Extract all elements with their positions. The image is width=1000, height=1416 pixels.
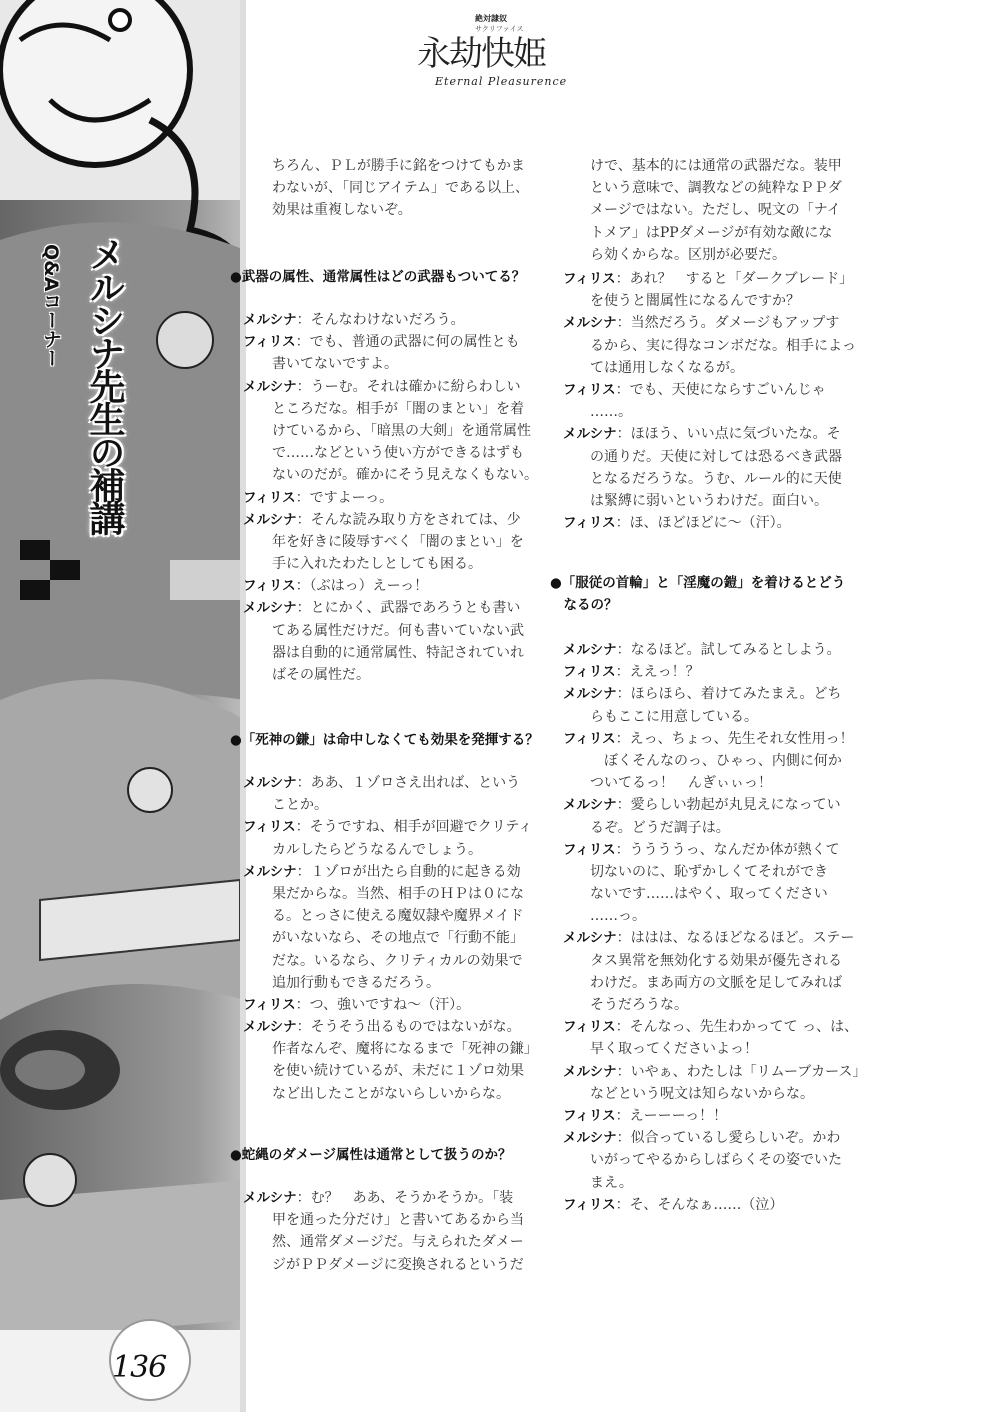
- speaker-name: フィリス: [243, 334, 296, 351]
- dialogue-line: [550, 1061, 867, 1083]
- dialogue-continuation: 然、通常ダメージだ。与えられたダメー: [272, 1234, 524, 1251]
- dialogue-continuation: 器は自動的に通常属性、特記されていれ: [272, 644, 524, 661]
- dialogue-continuation: ばその属性だ。: [272, 667, 370, 683]
- speaker-name: メルシナ: [563, 930, 617, 947]
- dialogue-continuation: らもここに用意している。: [590, 708, 758, 725]
- text-line: ちろん、ＰＬが勝手に銘をつけてもかま: [272, 158, 525, 174]
- dialogue-line: [550, 927, 860, 949]
- speaker-name: メルシナ: [563, 315, 617, 332]
- question-heading: [230, 1144, 540, 1166]
- dialogue-continuation: などという呪文は知らないからな。: [590, 1085, 814, 1102]
- dialogue-continuation: カルしたらどうなるんでしょう。: [272, 841, 482, 858]
- dialogue-text: ：ですよーっ。: [295, 489, 394, 506]
- speaker-name: メルシナ: [243, 312, 297, 328]
- dialogue-continuation: を使うと闇属性になるんですか？: [590, 293, 800, 310]
- dialogue-line: [550, 268, 860, 290]
- dialogue-continuation: ことか。: [272, 797, 328, 814]
- heading-line: ●武器の属性、通常属性はどの武器もついてる？: [230, 269, 526, 285]
- text-line: メージではない。ただし、呪文の「ナイ: [590, 202, 841, 219]
- question-heading: [230, 729, 540, 751]
- speaker-name: メルシナ: [243, 775, 297, 791]
- dialogue-continuation: タス異常を無効化する効果が優先される: [590, 952, 842, 969]
- text-block: [550, 155, 860, 266]
- dialogue-continuation: るぞ。どうだ調子は。: [590, 819, 730, 836]
- dialogue-line: [230, 376, 540, 398]
- dialogue-text: ：うーむ。それは確かに紛らわしい: [296, 378, 521, 395]
- dialogue-line: [230, 1187, 540, 1209]
- speaker-name: フィリス: [563, 271, 616, 287]
- speaker-name: フィリス: [243, 578, 296, 595]
- dialogue-continuation: 追加行動もできるだろう。: [272, 974, 440, 991]
- dialogue-text: ：えっ、ちょっ、先生それ女性用っ！: [615, 730, 854, 747]
- dialogue-continuation: を使い続けているが、未だに１ゾロ効果: [272, 1063, 524, 1080]
- speaker-name: メルシナ: [243, 1190, 297, 1206]
- dialogue-block: [550, 639, 867, 1216]
- dialogue-continuation: わけだ。まあ両方の文脈を足してみれば: [590, 974, 842, 991]
- dialogue-text: ：あれ？ すると「ダークブレード」: [615, 271, 854, 287]
- dialogue-text: ：ううううっ、なんだか体が熱くて: [615, 841, 840, 858]
- dialogue-continuation: ……っ。: [590, 908, 646, 925]
- dialogue-continuation: ぼくそんなのっ、ひゃっ、内側に何か: [590, 752, 842, 769]
- dialogue-continuation: ところだな。相手が「闇のまとい」を着: [272, 400, 524, 417]
- text-line: 効果は重複しないぞ。: [272, 202, 412, 219]
- logo-english-text: Eternal Pleasurence: [435, 75, 568, 88]
- dialogue-line: [230, 575, 540, 597]
- speaker-name: メルシナ: [563, 686, 617, 703]
- dialogue-continuation: そうだろうな。: [590, 997, 688, 1013]
- dialogue-line: [550, 512, 860, 534]
- dialogue-text: ：ああ、１ゾロさえ出れば、という: [296, 775, 521, 791]
- speaker-name: メルシナ: [243, 378, 297, 395]
- dialogue-text: ：む？ ああ、そうかそうか。「装: [296, 1190, 514, 1206]
- logo-top-text: 絶対隷奴: [475, 14, 507, 23]
- dialogue-block: [230, 772, 540, 1105]
- dialogue-line: [550, 683, 860, 705]
- speaker-name: フィリス: [243, 489, 296, 506]
- dialogue-line: [230, 309, 540, 331]
- dialogue-continuation: るから、実に得なコンボだな。相手によっ: [590, 337, 856, 354]
- dialogue-line: [550, 794, 860, 816]
- illustration-artwork: [0, 0, 250, 1412]
- speaker-name: フィリス: [243, 819, 296, 836]
- dialogue-line: [230, 597, 540, 619]
- dialogue-text: ：１ゾロが出たら自動的に起きる効: [296, 863, 521, 880]
- dialogue-continuation: ないのだが。確かにそう見えなくもない。: [272, 467, 538, 484]
- dialogue-continuation: 手に入れたわたしとしても困る。: [272, 556, 482, 573]
- dialogue-line: [550, 1105, 860, 1127]
- dialogue-line: [550, 728, 860, 750]
- speaker-name: フィリス: [563, 515, 616, 532]
- logo: [415, 14, 585, 94]
- dialogue-continuation: ては通用しなくなるが。: [590, 359, 744, 376]
- dialogue-continuation: は緊縛に弱いというわけだ。面白い。: [590, 492, 828, 509]
- speaker-name: フィリス: [563, 1196, 616, 1213]
- dialogue-continuation: 書いてないですよ。: [272, 356, 398, 373]
- dialogue-line: [550, 423, 860, 445]
- dialogue-text: ：ははは、なるほどなるほど。ステー: [616, 930, 855, 947]
- dialogue-continuation: がいないなら、その地点で「行動不能」: [272, 930, 524, 947]
- dialogue-continuation: ジがＰＰダメージに変換されるというだ: [272, 1256, 524, 1273]
- speaker-name: メルシナ: [563, 642, 617, 658]
- dialogue-line: [230, 861, 540, 883]
- dialogue-continuation: だな。いるなら、クリティカルの効果で: [272, 952, 523, 969]
- heading-line: ●「服従の首輪」と「淫魔の鎧」を着けるとどう: [550, 575, 846, 591]
- dialogue-text: ：ほ、ほどほどに～（汗）。: [615, 515, 791, 532]
- dialogue-text: ：いやぁ、わたしは「リムーブカース」: [616, 1063, 867, 1080]
- dialogue-line: [550, 661, 860, 683]
- text-line: という意味で、調教などの純粋なＰＰダ: [590, 180, 842, 197]
- dialogue-continuation: けているから、「暗黒の大剣」を通常属性: [272, 422, 531, 439]
- dialogue-text: ：そうそう出るものではないがな。: [296, 1019, 521, 1036]
- speaker-name: フィリス: [563, 664, 616, 681]
- speaker-name: フィリス: [563, 1019, 616, 1036]
- dialogue-text: ：当然だろう。ダメージもアップす: [616, 315, 840, 332]
- dialogue-text: ：ほほう、いい点に気づいたな。そ: [616, 426, 841, 443]
- speaker-name: フィリス: [563, 730, 616, 747]
- page-number: 136: [112, 1350, 167, 1385]
- dialogue-text: ：（ぶはっ）えーっ！: [295, 578, 429, 595]
- dialogue-line: [230, 487, 540, 509]
- dialogue-line: [550, 1127, 860, 1149]
- sidebar-subtitle: Q&Aコーナー: [40, 244, 62, 368]
- dialogue-line: [550, 379, 860, 401]
- dialogue-continuation: 切ないのに、恥ずかしくてそれができ: [590, 863, 828, 880]
- dialogue-text: ：そんな読み取り方をされては、少: [296, 511, 521, 528]
- dialogue-line: [550, 839, 860, 861]
- speaker-name: メルシナ: [243, 511, 297, 528]
- speaker-name: メルシナ: [563, 1063, 617, 1080]
- dialogue-continuation: 作者なんぞ、魔将になるまで「死神の鎌」: [272, 1041, 538, 1058]
- heading-line: なるの？: [550, 597, 618, 613]
- speaker-name: フィリス: [563, 381, 616, 398]
- dialogue-block: [230, 1187, 540, 1276]
- speaker-name: フィリス: [243, 996, 296, 1013]
- heading-line: ●「死神の鎌」は命中しなくても効果を発揮する？: [230, 732, 539, 748]
- sidebar-title: メルシナ先生の補講: [84, 236, 125, 533]
- dialogue-text: ：そ、そんなぁ……（泣）: [615, 1196, 784, 1213]
- dialogue-line: [230, 331, 540, 353]
- logo-main-text: 永劫快姫: [417, 34, 545, 74]
- dialogue-block: [550, 268, 860, 534]
- text-block: [230, 155, 540, 222]
- dialogue-continuation: 甲を通った分だけ」と書いてあるから当: [272, 1212, 524, 1229]
- speaker-name: フィリス: [563, 1107, 616, 1124]
- text-line: けで、基本的には通常の武器だな。装甲: [590, 158, 842, 174]
- dialogue-text: ：つ、強いですね～（汗）。: [295, 996, 471, 1013]
- speaker-name: フィリス: [563, 841, 616, 858]
- dialogue-continuation: 年を好きに陵辱すべく「闇のまとい」を: [272, 533, 524, 550]
- speaker-name: メルシナ: [563, 1130, 617, 1147]
- dialogue-line: [550, 1016, 860, 1038]
- text-line: わないが、「同じアイテム」である以上、: [272, 180, 530, 197]
- speaker-name: メルシナ: [243, 863, 297, 880]
- dialogue-text: ：そんなわけないだろう。: [296, 312, 465, 328]
- dialogue-line: [550, 639, 860, 661]
- speaker-name: メルシナ: [243, 1019, 297, 1036]
- dialogue-text: ：似合っているし愛らしいぞ。かわ: [616, 1130, 841, 1147]
- heading-line: ●蛇縄のダメージ属性は通常として扱うのか？: [230, 1147, 512, 1163]
- text-line: トメア」はPPダメージが有効な敵にな: [590, 224, 833, 241]
- dialogue-line: [230, 1016, 540, 1038]
- text-line: ら効くからな。区別が必要だ。: [590, 246, 786, 263]
- speaker-name: メルシナ: [243, 600, 297, 617]
- dialogue-continuation: ……。: [590, 404, 632, 421]
- question-heading: [230, 266, 540, 288]
- logo-ruby-text: サクリファイス: [475, 25, 524, 33]
- speaker-name: メルシナ: [563, 426, 617, 443]
- dialogue-line: [230, 994, 540, 1016]
- dialogue-continuation: てある属性だけだ。何も書いていない武: [272, 622, 524, 639]
- dialogue-text: ：愛らしい勃起が丸見えになってい: [616, 797, 841, 814]
- dialogue-block: [230, 309, 540, 686]
- dialogue-continuation: いがってやるからしばらくその姿でいた: [590, 1152, 842, 1169]
- dialogue-text: ：とにかく、武器であろうとも書い: [296, 600, 521, 617]
- dialogue-continuation: 早く取ってくださいよっ！: [590, 1041, 758, 1058]
- dialogue-text: ：ほらほら、着けてみたまえ。どち: [616, 686, 842, 703]
- dialogue-line: [230, 772, 540, 794]
- dialogue-continuation: となるだろうな。うむ、ルール的に天使: [590, 470, 842, 487]
- question-heading: [550, 572, 860, 616]
- dialogue-line: [230, 509, 540, 531]
- dialogue-text: ：なるほど。試してみるとしよう。: [616, 642, 841, 658]
- dialogue-continuation: る。とっさに使える魔奴隷や魔界メイド: [272, 908, 524, 925]
- side-illustration: [0, 0, 250, 1412]
- dialogue-line: [550, 1194, 860, 1216]
- dialogue-continuation: ないです……はやく、取ってください: [590, 886, 828, 903]
- dialogue-continuation: で……などという使い方ができるはずも: [272, 445, 524, 462]
- dialogue-text: ：えーーーっ！！: [615, 1107, 728, 1124]
- speaker-name: メルシナ: [563, 797, 617, 814]
- dialogue-line: [230, 816, 540, 838]
- dialogue-continuation: ついてるっ！ んぎぃぃっ！: [590, 775, 772, 792]
- dialogue-text: ：そうですね、相手が回避でクリティ: [295, 819, 533, 836]
- dialogue-text: ：でも、普通の武器に何の属性とも: [295, 334, 520, 351]
- dialogue-continuation: 果だからな。当然、相手のＨＰは０にな: [272, 885, 524, 902]
- dialogue-continuation: の通りだ。天使に対しては恐るべき武器: [590, 448, 842, 465]
- dialogue-continuation: まえ。: [590, 1174, 633, 1191]
- dialogue-continuation: など出したことがないらしいからな。: [272, 1085, 510, 1102]
- dialogue-line: [550, 312, 860, 334]
- dialogue-text: ：ええっ！？: [615, 664, 700, 681]
- dialogue-text: ：そんなっ、先生わかってて っ、は、: [615, 1019, 859, 1036]
- dialogue-text: ：でも、天使にならすごいんじゃ: [615, 381, 826, 398]
